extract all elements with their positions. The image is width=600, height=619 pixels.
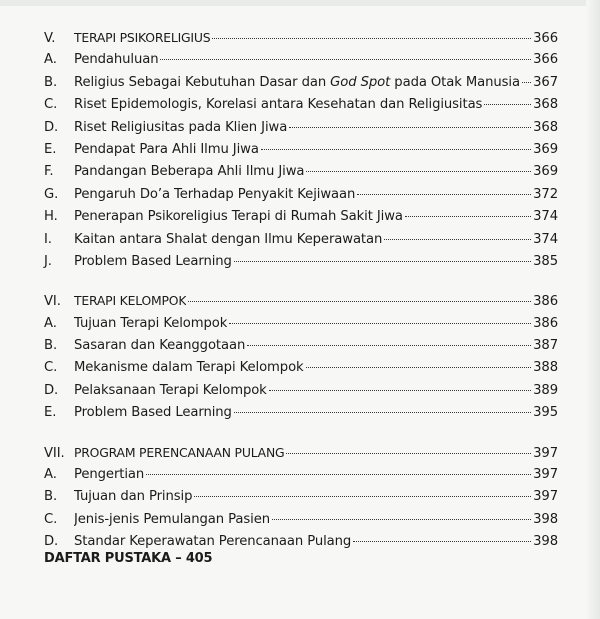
dot-leader: [306, 170, 531, 172]
entry-letter: D.: [44, 119, 59, 135]
dot-leader: [234, 411, 531, 413]
entry-title: Pelaksanaan Terapi Kelompok: [74, 382, 267, 398]
entry-title: Problem Based Learning: [74, 253, 232, 269]
entry-title-italic: God Spot: [330, 74, 391, 90]
toc-chapter-row[interactable]: [44, 442, 558, 464]
dot-leader: [484, 103, 531, 105]
toc-entry-row[interactable]: [44, 357, 558, 379]
entry-letter: E.: [44, 405, 57, 421]
section-gap: [44, 273, 558, 290]
entry-title: Riset Epidemologis, Korelasi antara Kesehatan dan Religiusitas: [74, 97, 483, 113]
dot-leader: [261, 148, 531, 150]
toc-entry-row[interactable]: [44, 206, 558, 228]
dot-leader: [146, 473, 531, 475]
toc-entry-row[interactable]: [44, 380, 558, 402]
entry-title: Riset Religiusitas pada Klien Jiwa: [74, 119, 288, 135]
toc-entry-row[interactable]: [44, 229, 558, 251]
dot-leader: [269, 389, 531, 391]
page-number: 369: [533, 164, 558, 180]
page-number: 374: [533, 231, 558, 247]
page-number: 368: [533, 119, 558, 135]
page-number: 386: [533, 294, 558, 310]
toc-entry-row[interactable]: [44, 464, 558, 486]
entry-letter: C.: [44, 511, 58, 527]
entry-letter: D.: [44, 382, 59, 398]
chapter-number: VII.: [44, 445, 65, 461]
page-number: 398: [533, 511, 558, 527]
chapter-title: TERAPI PSIKORELIGIUS: [74, 30, 211, 45]
entry-letter: B.: [44, 74, 58, 90]
toc-chapter-row[interactable]: [44, 290, 558, 312]
entry-title: Sasaran dan Keanggotaan: [74, 338, 246, 354]
toc-entry-row[interactable]: [44, 139, 558, 161]
entry-letter: J.: [44, 253, 52, 269]
entry-title: Tujuan Terapi Kelompok: [74, 315, 228, 331]
entry-letter: B.: [44, 489, 58, 505]
entry-title: Pandangan Beberapa Ahli Ilmu Jiwa: [74, 164, 305, 180]
entry-letter: H.: [44, 209, 58, 225]
toc-entry-row[interactable]: [44, 72, 558, 94]
dot-leader: [289, 126, 531, 128]
page-number: 385: [533, 253, 558, 269]
dot-leader: [247, 344, 531, 346]
page-number: 397: [533, 445, 558, 461]
toc-entry-row[interactable]: [44, 402, 558, 424]
dot-leader: [229, 322, 531, 324]
entry-letter: D.: [44, 534, 59, 550]
entry-title: Standar Keperawatan Perencanaan Pulang: [74, 534, 352, 550]
toc-entry-row[interactable]: [44, 94, 558, 116]
entry-letter: E.: [44, 141, 57, 157]
page-number: 367: [533, 74, 558, 90]
entry-title: Tujuan dan Prinsip: [74, 489, 193, 505]
toc-entry-row[interactable]: [44, 313, 558, 335]
entry-title: [74, 72, 520, 94]
page-number: 366: [533, 31, 558, 46]
toc-entry-row[interactable]: [44, 161, 558, 183]
chapter-title: TERAPI KELOMPOK: [74, 293, 187, 309]
entry-letter: I.: [44, 231, 52, 247]
page-number: 395: [533, 405, 558, 421]
page-number: 374: [533, 209, 558, 225]
toc-chapter-row[interactable]: [44, 27, 558, 49]
page-number: 366: [533, 52, 558, 68]
toc-entry-row[interactable]: [44, 486, 558, 508]
dot-leader: [384, 238, 531, 240]
entry-letter: B.: [44, 338, 58, 354]
chapter-number: VI.: [44, 294, 61, 310]
dot-leader: [306, 366, 532, 368]
page-number: 386: [533, 315, 558, 331]
toc-entry-row[interactable]: [44, 184, 558, 206]
entry-letter: C.: [44, 360, 58, 376]
toc-entry-row[interactable]: [44, 335, 558, 357]
dot-leader: [357, 193, 531, 195]
dot-leader: [286, 452, 531, 454]
section-gap: [44, 425, 558, 442]
dot-leader: [234, 260, 531, 262]
toc-entry-row[interactable]: [44, 117, 558, 139]
page-number: 372: [533, 186, 558, 202]
page-top-edge: [0, 0, 600, 6]
dot-leader: [405, 215, 531, 217]
toc-entry-row[interactable]: [44, 509, 558, 531]
page-number: 388: [533, 360, 558, 376]
dot-leader: [194, 495, 531, 497]
entry-title: Jenis-jenis Pemulangan Pasien: [74, 511, 270, 527]
dot-leader: [353, 540, 531, 542]
entry-letter: C.: [44, 97, 58, 113]
entry-title-part: Religius Sebagai Kebutuhan Dasar dan: [74, 74, 331, 90]
dot-leader: [272, 518, 531, 520]
dot-leader: [522, 81, 531, 83]
page-number: 397: [533, 489, 558, 505]
entry-letter: A.: [44, 467, 57, 483]
toc-entry-row[interactable]: [44, 251, 558, 273]
entry-title-part: pada Otak Manusia: [390, 74, 520, 90]
entry-title: Pengaruh Do’a Terhadap Penyakit Kejiwaan: [74, 186, 356, 202]
page-right-edge: [586, 0, 600, 619]
toc-entry-row[interactable]: [44, 49, 558, 71]
page-number: 387: [533, 338, 558, 354]
chapter-number: V.: [44, 31, 56, 46]
bibliography-entry[interactable]: DAFTAR PUSTAKA – 405: [44, 551, 213, 566]
page-number: 397: [533, 467, 558, 483]
entry-letter: G.: [44, 186, 59, 202]
entry-title: Pendapat Para Ahli Ilmu Jiwa: [74, 141, 259, 157]
dot-leader: [188, 300, 531, 302]
page-number: 389: [533, 382, 558, 398]
entry-letter: A.: [44, 315, 57, 331]
entry-title: Kaitan antara Shalat dengan Ilmu Keperawatan: [74, 231, 383, 247]
entry-title: Mekanisme dalam Terapi Kelompok: [74, 360, 304, 376]
page-number: 369: [533, 141, 558, 157]
table-of-contents: [44, 27, 558, 554]
chapter-title: PROGRAM PERENCANAAN PULANG: [74, 444, 285, 460]
page-number: 368: [533, 97, 558, 113]
dot-leader: [212, 37, 531, 39]
entry-title: Penerapan Psikoreligius Terapi di Rumah Sakit Jiwa: [74, 209, 403, 225]
dot-leader: [160, 58, 531, 60]
page-number: 398: [533, 534, 558, 550]
entry-letter: A.: [44, 52, 57, 68]
entry-title: Problem Based Learning: [74, 405, 232, 421]
entry-title: Pengertian: [74, 467, 145, 483]
entry-letter: F.: [44, 164, 54, 180]
entry-title: Pendahuluan: [74, 52, 159, 68]
